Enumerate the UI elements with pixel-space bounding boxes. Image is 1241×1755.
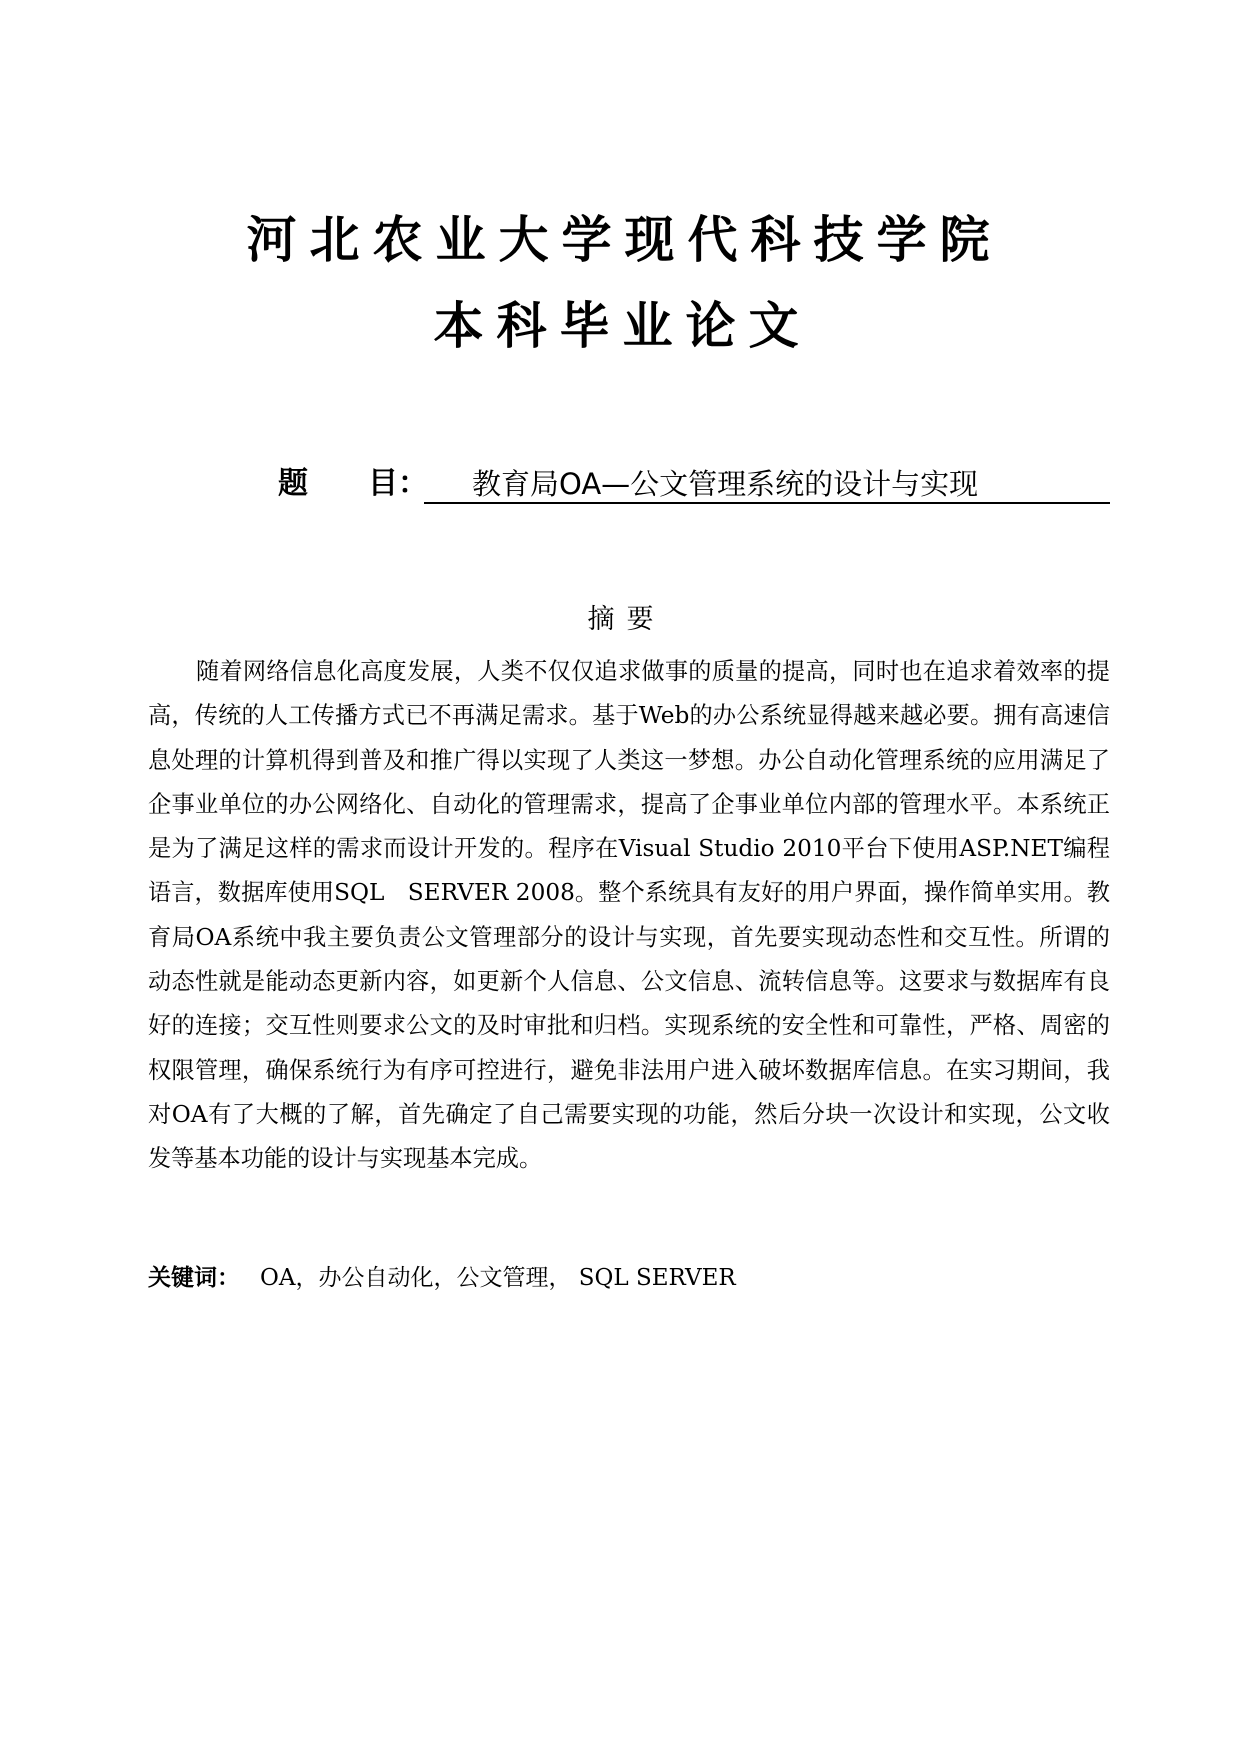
topic-value: 教育局OA—公文管理系统的设计与实现 <box>424 464 1110 504</box>
abstract-body: 随着网络信息化高度发展，人类不仅仅追求做事的质量的提高，同时也在追求着效率的提高，传统的人工传播方式已不再满足需求。基于Web的办公系统显得越来越必要。拥有高速信息处理的计算机得到普及和推广得以实现了人类这一梦想。办公自动化管理系统的应用满足了企事业单位的办公网络化、自动化的管理需求，提高了企事业单位内部的管理水平。本系统正是为了满足这样的需求而设计开发的。程序在Visual Studio 2010平台下使用ASP.NET编程语言，数据库使用SQL SERVER 2008。整个系统具有友好的用户界面，操作简单实用。教育局OA系统中我主要负责公文管理部分的设计与实现，首先要实现动态性和交互性。所谓的动态性就是能动态更新内容，如更新个人信息、公文信息、流转信息等。这要求与数据库有良好的连接；交互性则要求公文的及时审批和归档。实现系统的安全性和可靠性，严格、周密的权限管理，确保系统行为有序可控进行，避免非法用户进入破坏数据库信息。在实习期间，我对OA有了大概的了解，首先确定了自己需要实现的功能，然后分块一次设计和实现，公文收发等基本功能的设计与实现基本完成。 <box>148 658 1110 1173</box>
topic-label: 题 目： <box>278 466 428 501</box>
keywords-label: 关键词： <box>148 1265 240 1291</box>
abstract-heading: 摘要 <box>587 604 666 635</box>
keywords-value: OA，办公自动化，公文管理， SQL SERVER <box>260 1265 736 1291</box>
document-type-title: 本科毕业论文 <box>433 297 812 355</box>
keywords-line <box>148 1258 1110 1298</box>
topic-row <box>278 464 1118 510</box>
institution-title: 河北农业大学现代科技学院 <box>246 211 1003 269</box>
